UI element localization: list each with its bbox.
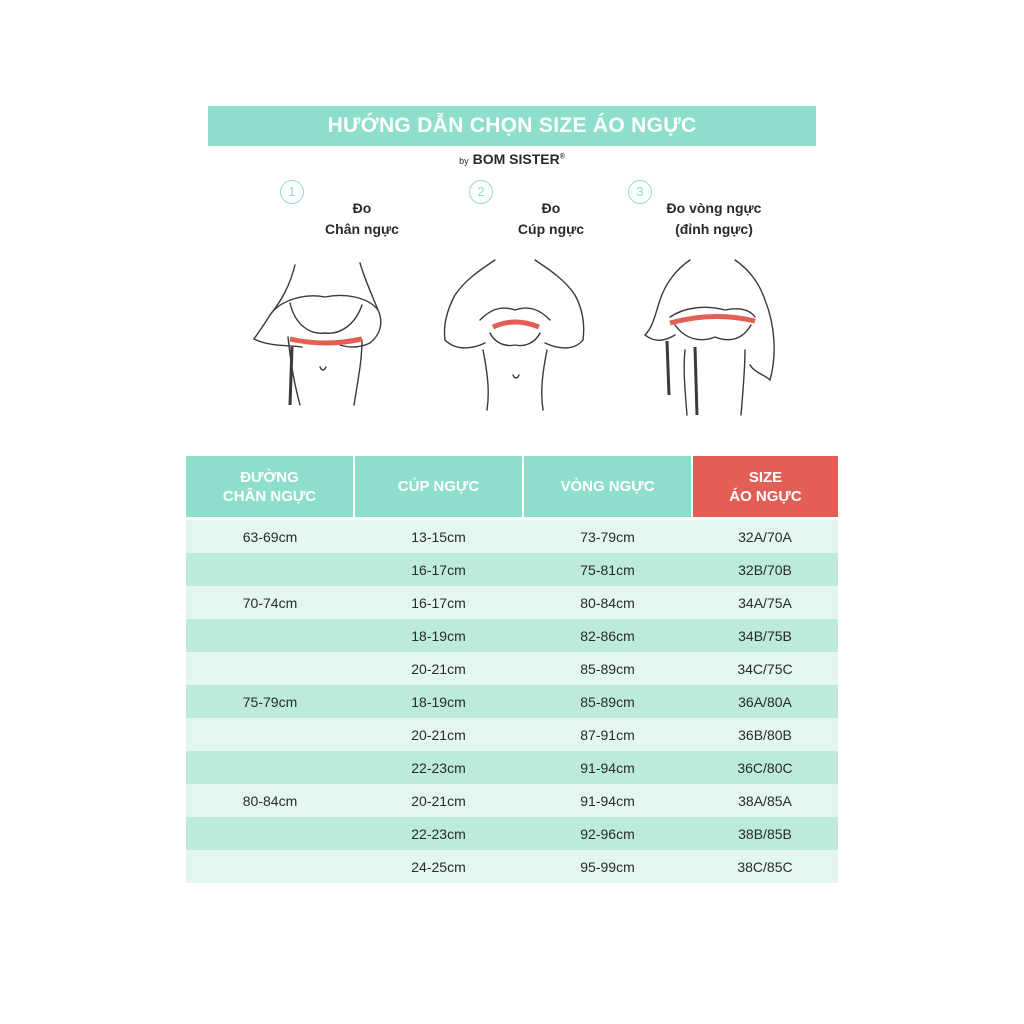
header-size (692, 456, 838, 519)
cell-cup: 13-15cm (354, 519, 523, 554)
cell-underbust (186, 751, 354, 784)
underbust-measure-illustration (250, 255, 410, 420)
cell-size: 38C/85C (692, 850, 838, 883)
table-row (186, 553, 838, 586)
step-1-label (302, 198, 422, 240)
table-row (186, 619, 838, 652)
header-bust: VÒNG NGỰC (523, 456, 692, 519)
cell-cup: 16-17cm (354, 553, 523, 586)
table-row (186, 685, 838, 718)
step-2-line1: Đo (541, 200, 561, 216)
step-3-number: 3 (628, 180, 652, 204)
cell-cup: 20-21cm (354, 718, 523, 751)
cell-underbust (186, 652, 354, 685)
cell-cup: 20-21cm (354, 784, 523, 817)
cell-underbust: 80-84cm (186, 784, 354, 817)
step-2-label (491, 198, 611, 240)
header-cup: CÚP NGỰC (354, 456, 523, 519)
table-row (186, 652, 838, 685)
step-1-line2: Chân ngực (325, 221, 399, 237)
header-underbust-line2: CHÂN NGỰC (222, 487, 317, 505)
cell-bust: 85-89cm (523, 685, 692, 718)
title-banner (208, 106, 816, 146)
cell-bust: 91-94cm (523, 784, 692, 817)
cell-size: 34A/75A (692, 586, 838, 619)
cell-cup: 22-23cm (354, 817, 523, 850)
cell-underbust: 70-74cm (186, 586, 354, 619)
header-size-line1: SIZE (748, 468, 783, 486)
step-3-line1: Đo vòng ngực (666, 200, 762, 216)
cell-bust: 92-96cm (523, 817, 692, 850)
table-row (186, 817, 838, 850)
cup-measure-illustration (435, 255, 595, 420)
cell-bust: 91-94cm (523, 751, 692, 784)
step-3-label (654, 198, 774, 240)
table-row (186, 784, 838, 817)
bust-measure-illustration (625, 255, 785, 420)
header-underbust-line1: ĐƯỜNG (240, 468, 299, 486)
cell-size: 36A/80A (692, 685, 838, 718)
registered-mark: ® (559, 153, 565, 161)
cell-underbust (186, 850, 354, 883)
cell-cup: 22-23cm (354, 751, 523, 784)
cell-size: 38B/85B (692, 817, 838, 850)
table-row (186, 850, 838, 883)
cell-underbust (186, 553, 354, 586)
cell-size: 34C/75C (692, 652, 838, 685)
cell-bust: 75-81cm (523, 553, 692, 586)
page-title: HƯỚNG DẪN CHỌN SIZE ÁO NGỰC (327, 114, 697, 137)
step-2-number: 2 (469, 180, 493, 204)
cell-size: 36C/80C (692, 751, 838, 784)
cell-cup: 18-19cm (354, 685, 523, 718)
cell-underbust (186, 619, 354, 652)
cell-bust: 87-91cm (523, 718, 692, 751)
byline-by: by (459, 156, 469, 166)
header-underbust (186, 456, 354, 519)
cell-bust: 85-89cm (523, 652, 692, 685)
cell-size: 32A/70A (692, 519, 838, 554)
cell-cup: 18-19cm (354, 619, 523, 652)
cell-cup: 24-25cm (354, 850, 523, 883)
table-header-row (186, 456, 838, 519)
table-row (186, 586, 838, 619)
cell-bust: 95-99cm (523, 850, 692, 883)
cell-size: 38A/85A (692, 784, 838, 817)
cell-cup: 20-21cm (354, 652, 523, 685)
cell-bust: 80-84cm (523, 586, 692, 619)
header-size-line2: ÁO NGỰC (729, 487, 802, 505)
cell-underbust: 63-69cm (186, 519, 354, 554)
cell-size: 34B/75B (692, 619, 838, 652)
table-row (186, 718, 838, 751)
table-row (186, 751, 838, 784)
cell-underbust: 75-79cm (186, 685, 354, 718)
cell-size: 32B/70B (692, 553, 838, 586)
cell-bust: 73-79cm (523, 519, 692, 554)
step-1-line1: Đo (352, 200, 372, 216)
step-3-line2: (đỉnh ngực) (675, 221, 753, 237)
step-2-line2: Cúp ngực (517, 221, 585, 237)
cell-underbust (186, 817, 354, 850)
size-table (186, 456, 838, 883)
cell-underbust (186, 718, 354, 751)
byline (0, 151, 1024, 167)
cell-size: 36B/80B (692, 718, 838, 751)
table-row (186, 519, 838, 554)
cell-bust: 82-86cm (523, 619, 692, 652)
cell-cup: 16-17cm (354, 586, 523, 619)
step-1-number: 1 (280, 180, 304, 204)
brand-name: BOM SISTER (472, 151, 560, 167)
